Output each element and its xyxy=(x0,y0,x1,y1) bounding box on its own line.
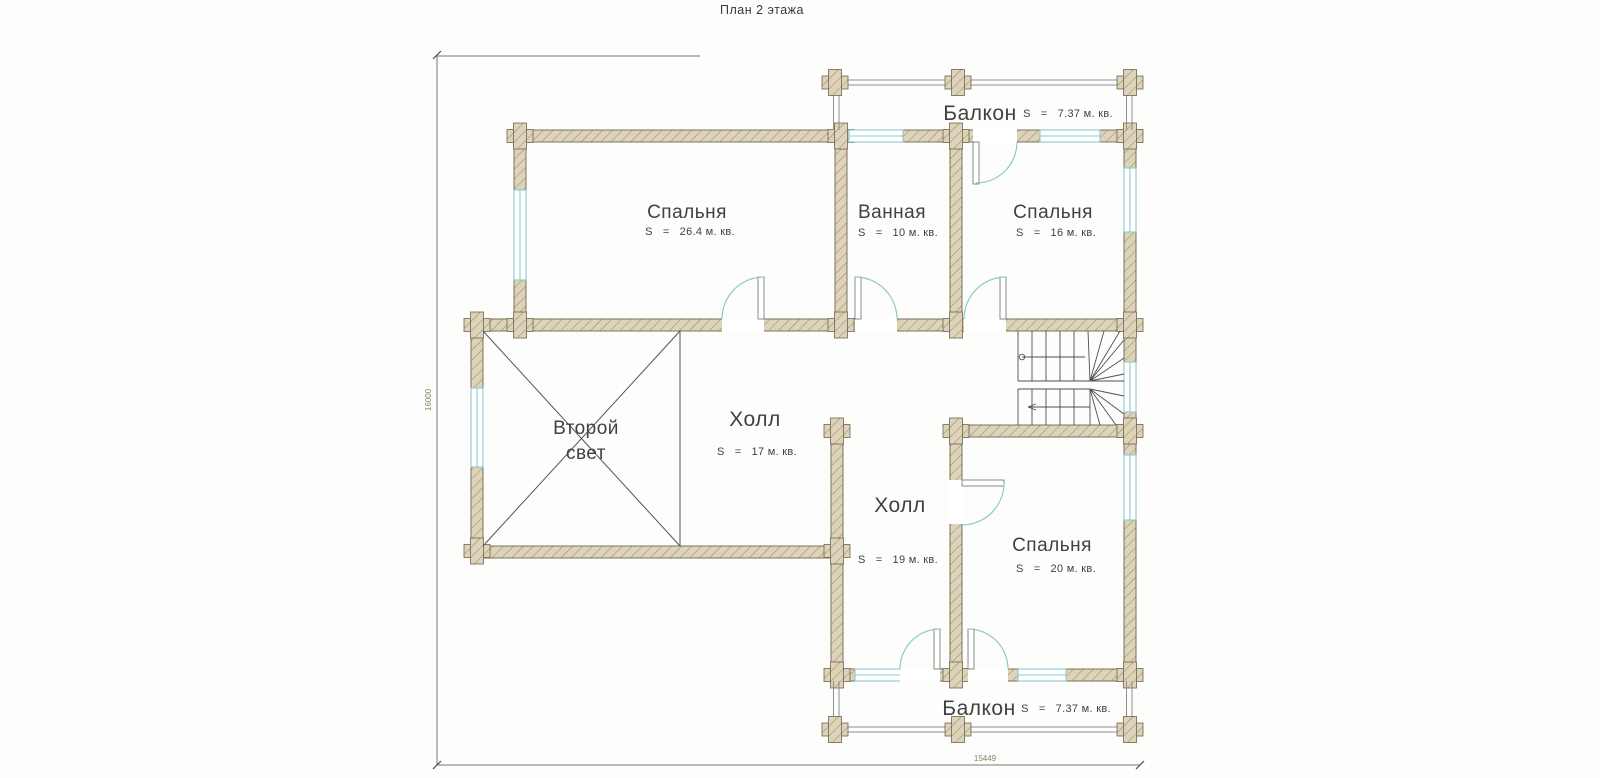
log-joint xyxy=(943,123,969,149)
log-joint xyxy=(822,70,848,96)
room-label-bedroom-tl: Спальня xyxy=(647,202,727,223)
door-bedroom-tl xyxy=(722,277,764,332)
log-joint xyxy=(507,312,533,338)
room-label-bedroom-tr: Спальня xyxy=(1013,202,1093,223)
wall-middle xyxy=(471,319,1136,331)
log-joint xyxy=(822,717,848,743)
window-hall-balcony xyxy=(855,669,905,681)
log-joint xyxy=(824,418,850,444)
log-joint xyxy=(1117,70,1143,96)
log-joint xyxy=(1117,123,1143,149)
log-joint xyxy=(943,418,969,444)
window-bedroom-tr-balcony xyxy=(1040,130,1100,142)
room-area-bedroom-tl: S = 26.4 м. кв. xyxy=(645,226,735,238)
room-label-second-light-line1: Второй xyxy=(553,418,619,439)
door-bedroom-br-balcony xyxy=(968,629,1008,682)
log-joint xyxy=(828,312,854,338)
room-label-second-light-line2: свет xyxy=(565,443,607,464)
log-joint xyxy=(945,70,971,96)
log-joint xyxy=(507,123,533,149)
window-bedroom-tr-right xyxy=(1124,168,1136,232)
log-joint xyxy=(1117,312,1143,338)
room-label-balcony-bottom: Балкон xyxy=(942,697,1016,720)
dimension-width-label: 15449 xyxy=(973,754,997,763)
window-bathroom-balcony xyxy=(849,130,903,142)
staircase xyxy=(1018,331,1124,425)
room-area-bathroom: S = 10 м. кв. xyxy=(858,227,938,239)
door-bedroom-br xyxy=(949,480,1004,525)
log-joint xyxy=(824,538,850,564)
log-joint xyxy=(1117,662,1143,688)
door-hall-balcony xyxy=(900,629,940,682)
room-area-balcony-bottom: S = 7.37 м. кв. xyxy=(1021,703,1111,715)
room-label-hall-lower: Холл xyxy=(874,494,926,517)
window-bedroom-tl-left xyxy=(514,190,526,280)
door-bathroom xyxy=(855,277,897,332)
window-bedroom-br-balcony xyxy=(1018,669,1066,681)
door-bedroom-tr-balcony xyxy=(973,129,1017,184)
room-label-bedroom-br: Спальня xyxy=(1012,535,1092,556)
room-label-bathroom: Ванная xyxy=(857,202,927,223)
window-second-light-left xyxy=(471,388,483,467)
wall-bottom-left xyxy=(471,546,843,558)
wall-bedroom-br-top xyxy=(950,425,1136,437)
log-joint xyxy=(943,662,969,688)
window-stairs-right xyxy=(1124,362,1136,412)
log-joint xyxy=(1117,418,1143,444)
log-joint xyxy=(945,717,971,743)
room-area-bedroom-br: S = 20 м. кв. xyxy=(1016,563,1096,575)
page-title: План 2 этажа xyxy=(720,3,804,17)
room-area-hall-lower: S = 19 м. кв. xyxy=(858,554,938,566)
dimension-height-label: 16000 xyxy=(424,388,433,412)
room-label-balcony-top: Балкон xyxy=(943,102,1017,125)
wall-hall-bedroom-divider xyxy=(950,425,962,681)
window-bedroom-br-right xyxy=(1124,455,1136,520)
room-area-balcony-top: S = 7.37 м. кв. xyxy=(1023,108,1113,120)
room-area-bedroom-tr: S = 16 м. кв. xyxy=(1016,227,1096,239)
wall-bedroom-bath-divider xyxy=(835,130,847,331)
wall-bath-bedroom-divider xyxy=(950,130,962,331)
door-bedroom-tr xyxy=(964,277,1006,332)
log-joint xyxy=(1117,717,1143,743)
room-label-hall-upper: Холл xyxy=(729,408,781,431)
log-joint xyxy=(824,662,850,688)
room-area-hall-upper: S = 17 м. кв. xyxy=(717,446,797,458)
